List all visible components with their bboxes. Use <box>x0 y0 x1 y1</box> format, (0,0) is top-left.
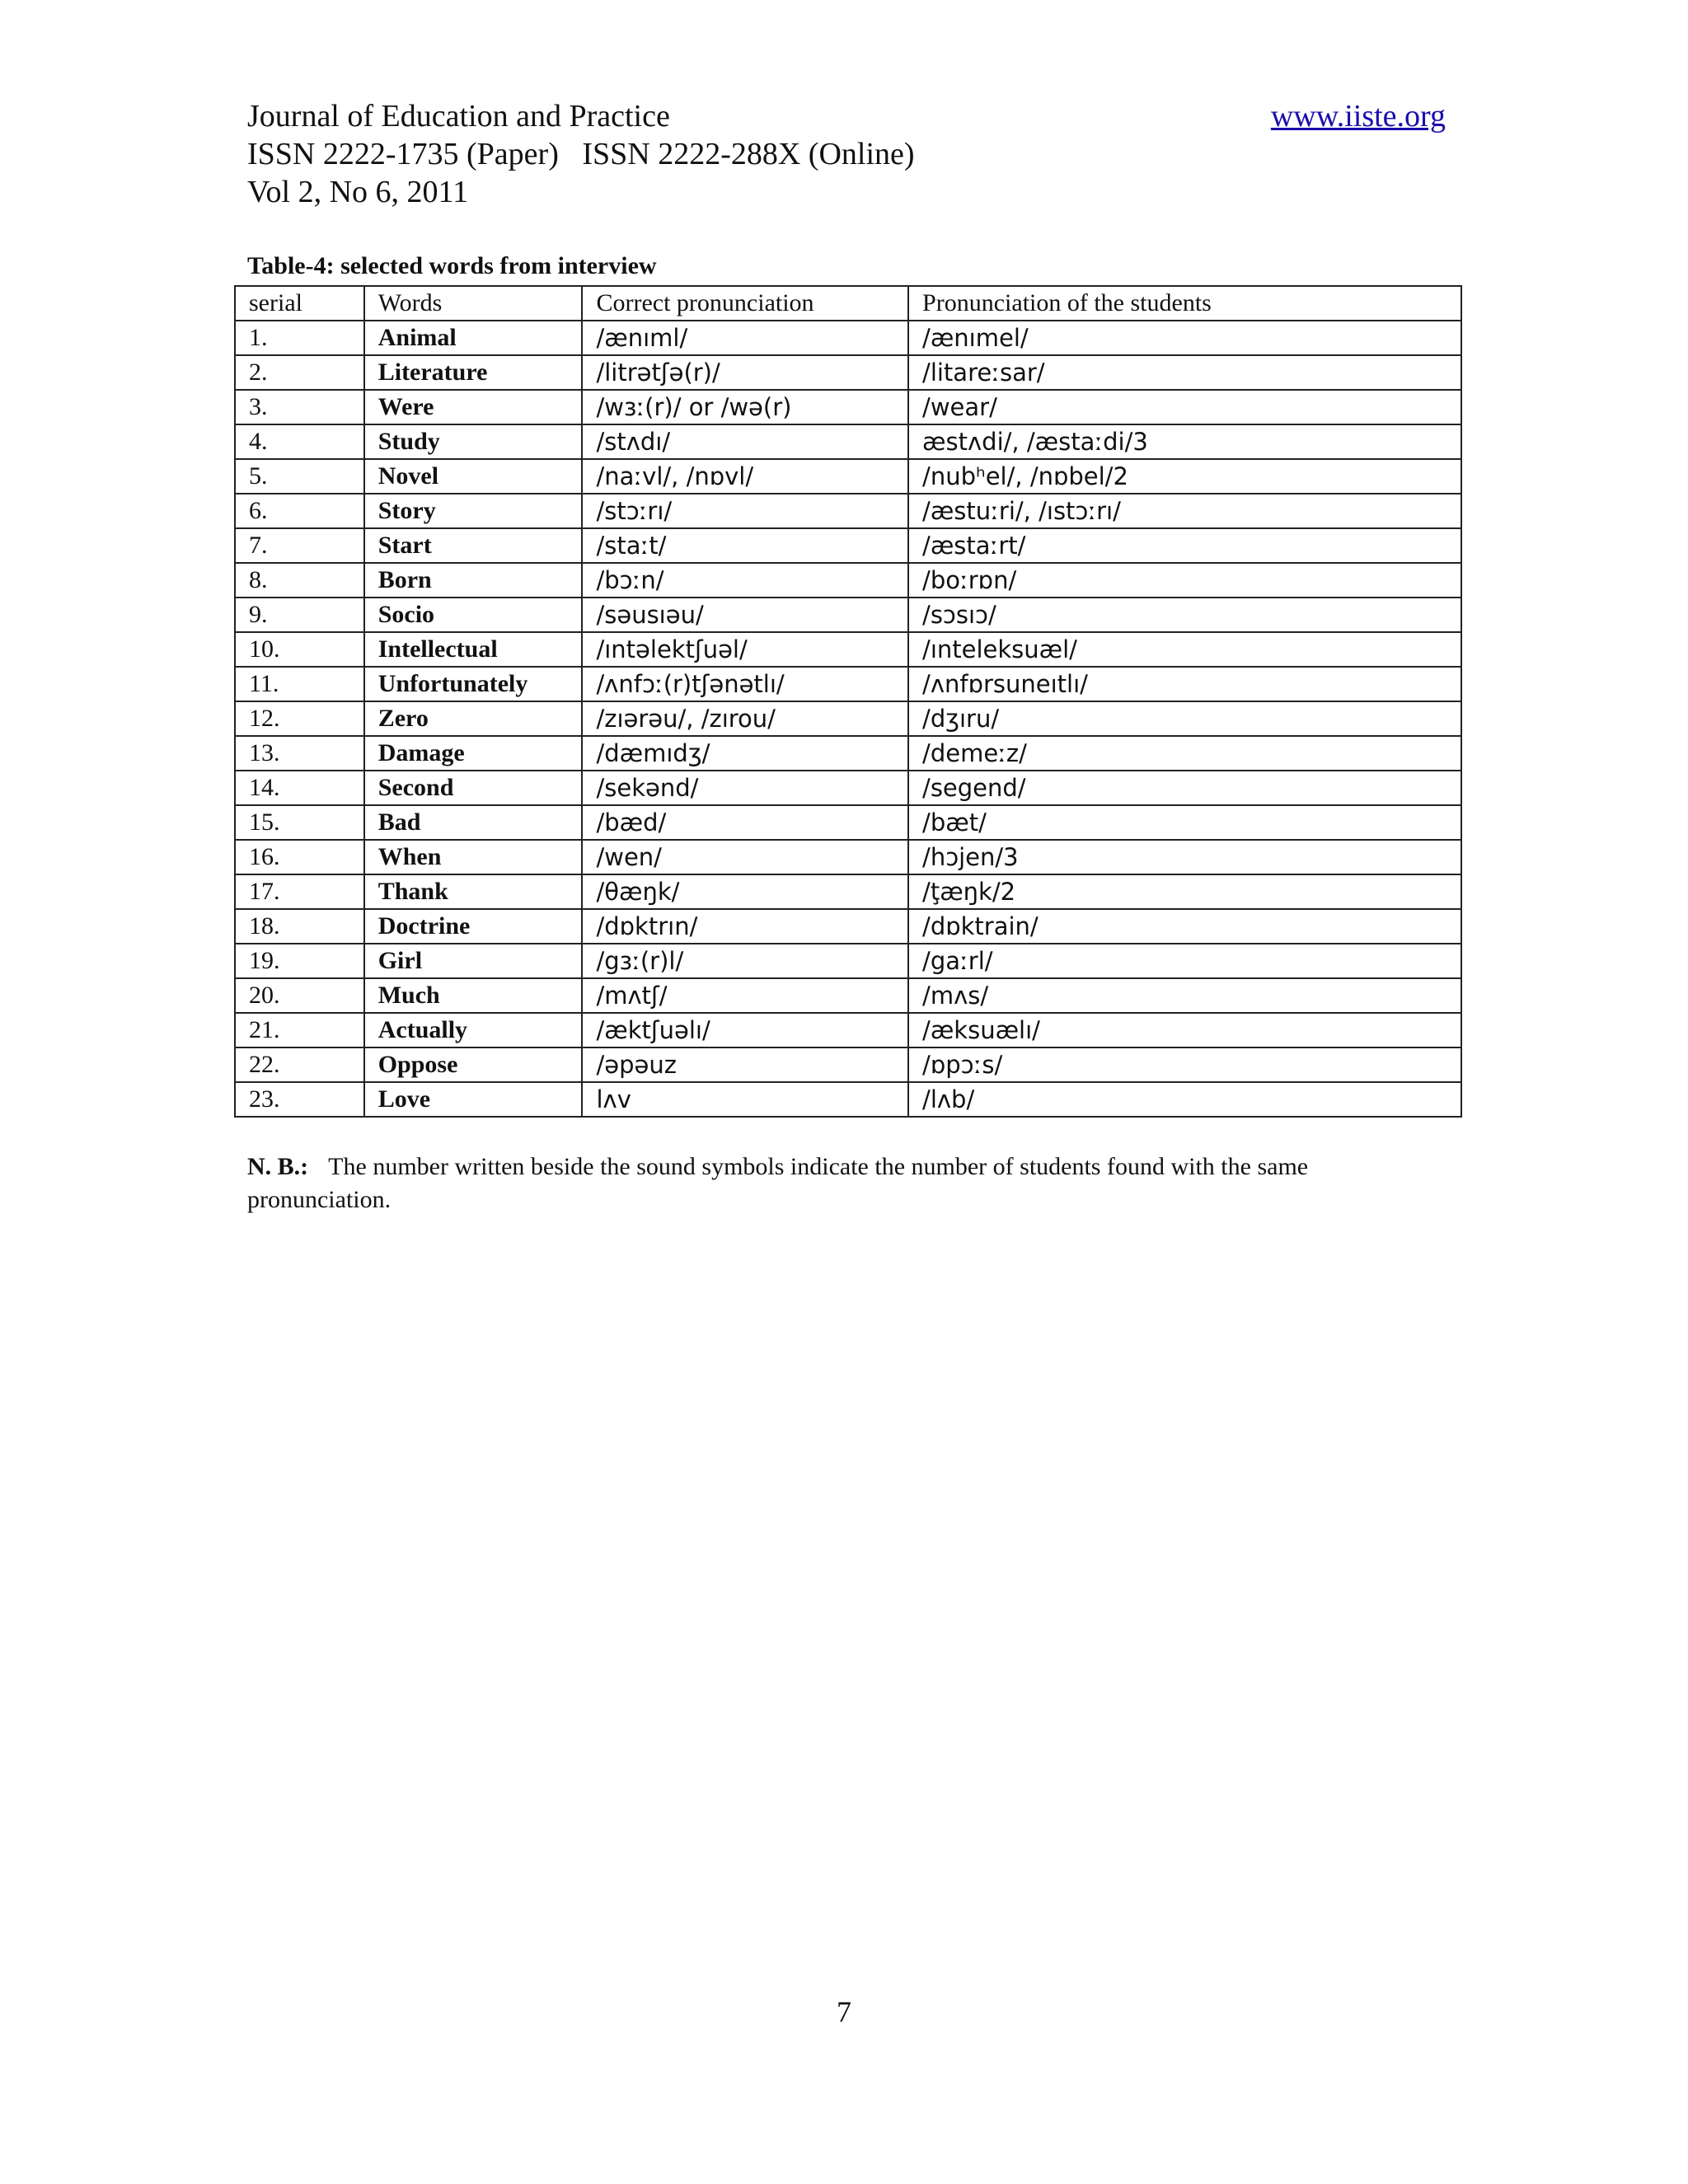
issn-line: ISSN 2222-1735 (Paper) ISSN 2222-288X (Online) <box>247 137 915 171</box>
word-cell: Thank <box>364 874 583 909</box>
serial-cell: 23. <box>235 1082 364 1117</box>
serial-cell: 9. <box>235 598 364 632</box>
correct-pronunciation-cell: /sekənd/ <box>582 771 908 805</box>
table-row <box>235 944 1461 978</box>
correct-pronunciation-cell: /wɜː(r)/ or /wə(r) <box>582 390 908 424</box>
student-pronunciation-cell: /sɔsıɔ/ <box>908 598 1461 632</box>
correct-pronunciation-cell: /æktʃuəlı/ <box>582 1013 908 1047</box>
footnote-label: N. B.: <box>247 1153 309 1180</box>
table-row <box>235 701 1461 736</box>
word-cell: Girl <box>364 944 583 978</box>
table-row <box>235 771 1461 805</box>
word-cell: Doctrine <box>364 909 583 944</box>
student-pronunciation-cell: /segend/ <box>908 771 1461 805</box>
student-pronunciation-cell: /gaːrl/ <box>908 944 1461 978</box>
word-cell: Literature <box>364 355 583 390</box>
word-cell: Intellectual <box>364 632 583 667</box>
student-pronunciation-cell: /boːrɒn/ <box>908 563 1461 598</box>
page-number: 7 <box>837 1995 851 2028</box>
word-cell: Love <box>364 1082 583 1117</box>
student-pronunciation-cell: /wear/ <box>908 390 1461 424</box>
footnote-text: The number written beside the sound symbols indicate the number of students found with the same pronunciation. <box>247 1153 1309 1213</box>
serial-cell: 19. <box>235 944 364 978</box>
table-row <box>235 528 1461 563</box>
serial-cell: 11. <box>235 667 364 701</box>
word-cell: Much <box>364 978 583 1013</box>
student-pronunciation-cell: /nubʰel/, /nɒbel/2 <box>908 459 1461 494</box>
serial-cell: 20. <box>235 978 364 1013</box>
table-row <box>235 1082 1461 1117</box>
word-cell: Unfortunately <box>364 667 583 701</box>
serial-cell: 1. <box>235 321 364 355</box>
word-cell: Second <box>364 771 583 805</box>
table-row <box>235 632 1461 667</box>
pronunciation-table <box>234 285 1462 1118</box>
correct-pronunciation-cell: /ænıml/ <box>582 321 908 355</box>
page-header <box>247 97 1446 211</box>
serial-cell: 15. <box>235 805 364 840</box>
serial-cell: 16. <box>235 840 364 874</box>
correct-pronunciation-cell: /bɔːn/ <box>582 563 908 598</box>
serial-cell: 13. <box>235 736 364 771</box>
serial-cell: 5. <box>235 459 364 494</box>
serial-cell: 22. <box>235 1047 364 1082</box>
serial-cell: 12. <box>235 701 364 736</box>
table-header-row <box>235 286 1461 321</box>
table-row <box>235 459 1461 494</box>
correct-pronunciation-cell: /stɔːrı/ <box>582 494 908 528</box>
student-pronunciation-cell: /ɒpɔːs/ <box>908 1047 1461 1082</box>
table-row <box>235 424 1461 459</box>
table-row <box>235 805 1461 840</box>
word-cell: Bad <box>364 805 583 840</box>
table-row <box>235 840 1461 874</box>
serial-cell: 10. <box>235 632 364 667</box>
word-cell: Oppose <box>364 1047 583 1082</box>
word-cell: Actually <box>364 1013 583 1047</box>
word-cell: Novel <box>364 459 583 494</box>
student-pronunciation-cell: /dɒktrain/ <box>908 909 1461 944</box>
word-cell: Animal <box>364 321 583 355</box>
serial-cell: 4. <box>235 424 364 459</box>
correct-pronunciation-cell: /naːvl/, /nɒvl/ <box>582 459 908 494</box>
journal-title: Journal of Education and Practice <box>247 99 670 134</box>
word-cell: When <box>364 840 583 874</box>
word-cell: Were <box>364 390 583 424</box>
correct-pronunciation-cell: /gɜː(r)l/ <box>582 944 908 978</box>
correct-pronunciation-cell: /mʌtʃ/ <box>582 978 908 1013</box>
serial-cell: 17. <box>235 874 364 909</box>
word-cell: Start <box>364 528 583 563</box>
table-row <box>235 598 1461 632</box>
correct-pronunciation-cell: /litrətʃə(r)/ <box>582 355 908 390</box>
serial-cell: 8. <box>235 563 364 598</box>
table-row <box>235 563 1461 598</box>
serial-cell: 21. <box>235 1013 364 1047</box>
correct-pronunciation-cell: /zıərəu/, /zırou/ <box>582 701 908 736</box>
correct-pronunciation-cell: /dæmıdʒ/ <box>582 736 908 771</box>
student-pronunciation-cell: /æstuːri/, /ıstɔːrı/ <box>908 494 1461 528</box>
student-pronunciation-cell: /lʌb/ <box>908 1082 1461 1117</box>
correct-pronunciation-cell: /staːt/ <box>582 528 908 563</box>
table-row <box>235 1047 1461 1082</box>
correct-pronunciation-cell: /ıntəlektʃuəl/ <box>582 632 908 667</box>
serial-cell: 14. <box>235 771 364 805</box>
student-pronunciation-cell: /ınteleksuæl/ <box>908 632 1461 667</box>
table-row <box>235 667 1461 701</box>
word-cell: Study <box>364 424 583 459</box>
student-pronunciation-cell: /dʒıru/ <box>908 701 1461 736</box>
word-cell: Damage <box>364 736 583 771</box>
student-pronunciation-cell: /litareːsar/ <box>908 355 1461 390</box>
correct-pronunciation-cell: /ʌnfɔː(r)tʃənətlı/ <box>582 667 908 701</box>
student-pronunciation-cell: /æstaːrt/ <box>908 528 1461 563</box>
serial-cell: 3. <box>235 390 364 424</box>
correct-pronunciation-cell: /stʌdı/ <box>582 424 908 459</box>
serial-cell: 2. <box>235 355 364 390</box>
correct-pronunciation-cell: /bæd/ <box>582 805 908 840</box>
word-cell: Story <box>364 494 583 528</box>
table-row <box>235 390 1461 424</box>
student-pronunciation-cell: /bæt/ <box>908 805 1461 840</box>
table-row <box>235 736 1461 771</box>
student-pronunciation-cell: /mʌs/ <box>908 978 1461 1013</box>
word-cell: Zero <box>364 701 583 736</box>
student-pronunciation-cell: /hɔjen/3 <box>908 840 1461 874</box>
serial-cell: 7. <box>235 528 364 563</box>
student-pronunciation-cell: æstʌdi/, /æstaːdi/3 <box>908 424 1461 459</box>
student-pronunciation-cell: /ʌnfɒrsuneıtlı/ <box>908 667 1461 701</box>
column-header: Correct pronunciation <box>582 286 908 321</box>
footnote <box>247 1151 1451 1216</box>
table-row <box>235 494 1461 528</box>
correct-pronunciation-cell: /əpəuz <box>582 1047 908 1082</box>
student-pronunciation-cell: /demeːz/ <box>908 736 1461 771</box>
word-cell: Socio <box>364 598 583 632</box>
student-pronunciation-cell: /ţæŋk/2 <box>908 874 1461 909</box>
column-header: serial <box>235 286 364 321</box>
correct-pronunciation-cell: /wen/ <box>582 840 908 874</box>
student-pronunciation-cell: /ænımel/ <box>908 321 1461 355</box>
volume-line: Vol 2, No 6, 2011 <box>247 175 469 209</box>
table-row <box>235 321 1461 355</box>
table-row <box>235 874 1461 909</box>
correct-pronunciation-cell: lʌv <box>582 1082 908 1117</box>
word-cell: Born <box>364 563 583 598</box>
student-pronunciation-cell: /æksuælı/ <box>908 1013 1461 1047</box>
column-header: Pronunciation of the students <box>908 286 1461 321</box>
serial-cell: 6. <box>235 494 364 528</box>
table-row <box>235 978 1461 1013</box>
correct-pronunciation-cell: /dɒktrın/ <box>582 909 908 944</box>
serial-cell: 18. <box>235 909 364 944</box>
journal-website-link[interactable]: www.iiste.org <box>1270 99 1446 134</box>
table-row <box>235 1013 1461 1047</box>
table-row <box>235 355 1461 390</box>
correct-pronunciation-cell: /θæŋk/ <box>582 874 908 909</box>
table-row <box>235 909 1461 944</box>
correct-pronunciation-cell: /səusıəu/ <box>582 598 908 632</box>
column-header: Words <box>364 286 583 321</box>
table-caption: Table-4: selected words from interview <box>247 252 657 279</box>
